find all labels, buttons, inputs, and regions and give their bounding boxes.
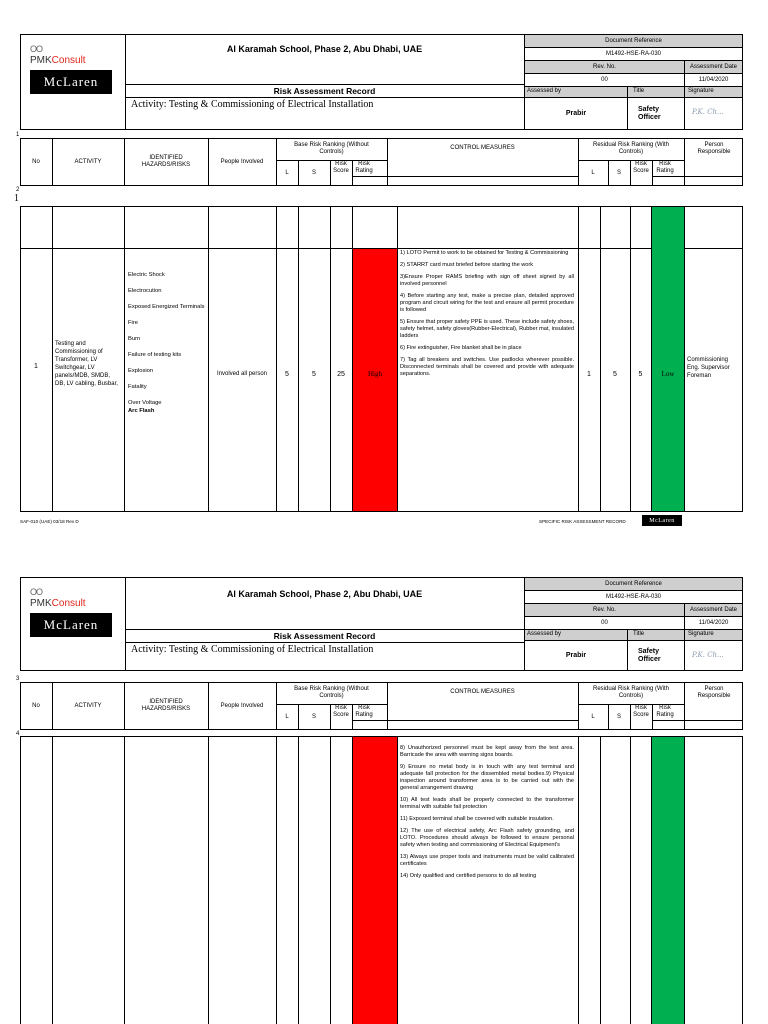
base-risk-high-cell	[353, 737, 397, 1024]
col-res-rating: Risk Rating	[656, 705, 674, 718]
control-measures-1	[400, 250, 574, 383]
col-res-s: S	[616, 713, 621, 720]
col-no: No	[32, 158, 40, 165]
row-marker-3: 3	[16, 676, 20, 682]
res-rating: Low	[661, 370, 675, 378]
rev-no: 00	[601, 76, 608, 83]
assessment-date-label: Assessment Date	[689, 63, 738, 70]
residual-risk-low-cell	[652, 737, 684, 1024]
col-responsible: Person Responsible	[697, 142, 731, 155]
record-title: Risk Assessment Record	[273, 86, 376, 96]
signature-image: P.K. Ch...	[692, 651, 724, 659]
project-title: Al Karamah School, Phase 2, Abu Dhabi, UAE	[226, 44, 423, 54]
control-item: 5) Ensure that proper safety PPE is used. These include safety shoes, safety helmet, safety gloves(Rubber-Electrical), Rubber mat, insulated ladders	[400, 319, 574, 339]
control-item: 13) Always use proper tools and instruments must be valid calibrated certificates	[400, 854, 574, 867]
col-res-score: Risk Score	[633, 161, 649, 174]
assessed-by-label: Assessed by	[527, 88, 562, 94]
col-hazards: IDENTIFIED HAZARDS/RISKS	[141, 699, 191, 712]
hazard-item: Fatality	[128, 384, 147, 390]
doc-ref: M1492-HSE-RA-030	[605, 593, 662, 600]
base-risk-high-cell	[353, 249, 397, 511]
col-base-score: Risk Score	[333, 161, 349, 174]
control-item: 11) Exposed terminal shall be covered with suitable insulation.	[400, 816, 554, 822]
signature-label: Signature	[688, 88, 714, 94]
hazard-item: Exposed Energized Terminals	[128, 304, 205, 310]
hazard-item: Over Voltage	[128, 400, 162, 406]
control-measures-2	[400, 745, 574, 885]
control-item: 10) All test leads shall be properly connected to the transformer terminal with suitable fail protection	[400, 797, 574, 810]
col-base-l: L	[285, 713, 289, 720]
col-control-measures: CONTROL MEASURES	[450, 688, 515, 695]
project-title: Al Karamah School, Phase 2, Abu Dhabi, UAE	[226, 589, 423, 599]
doc-ref: M1492-HSE-RA-030	[605, 50, 662, 57]
col-control-measures: CONTROL MEASURES	[450, 144, 515, 151]
pmk-logo-icon: OO	[30, 44, 43, 54]
col-responsible: Person Responsible	[697, 686, 731, 699]
col-res-l: L	[591, 169, 595, 176]
assessor-name: Prabir	[565, 652, 587, 659]
footer-mclaren-logo: McLaren	[642, 515, 682, 526]
hazards-list	[128, 272, 206, 424]
control-item: 6) Fire extinguisher, Fire blanket shall be in place	[400, 345, 522, 351]
residual-risk-low-cell	[652, 207, 684, 511]
base-rating: High	[368, 370, 382, 378]
col-base-ranking: Base Risk Ranking (Without Controls)	[294, 686, 369, 699]
pmk-logo: PMKConsult	[30, 598, 86, 609]
control-item: 8) Unauthorized personnel must be kept away from the test area. Barricade the area with warning signs boards.	[400, 745, 574, 758]
assessor-name: Prabir	[565, 110, 587, 117]
assessment-date: 11/04/2020	[698, 76, 729, 83]
control-item: 14) Only qualified and certified persons to do all testing	[400, 873, 537, 879]
row-marker-4: 4	[16, 731, 20, 737]
col-activity: ACTIVITY	[74, 702, 102, 709]
title-label: Title	[633, 631, 645, 637]
res-s: 5	[613, 370, 617, 378]
control-item: 3)Ensure Proper RAMS briefing with sign off sheet signed by all involved personnel	[400, 274, 574, 287]
col-base-score: Risk Score	[333, 705, 349, 718]
signature-image: P.K. Ch...	[692, 108, 724, 116]
col-base-s: S	[311, 713, 316, 720]
col-residual-ranking: Residual Risk Ranking (With Controls)	[592, 686, 670, 699]
res-score: 5	[638, 370, 643, 378]
assessment-date: 11/04/2020	[698, 619, 729, 626]
person-responsible: Commissioning Eng. Supervisor Foreman	[687, 357, 730, 379]
signature-label: Signature	[688, 631, 714, 637]
control-item: 1) LOTO Permit to work to be obtained for Testing & Commissioning	[400, 250, 569, 256]
hazard-item: Failure of testing kits	[128, 352, 182, 358]
mclaren-logo: McLaren	[30, 613, 112, 637]
hazard-item: Electrocution	[128, 288, 162, 294]
record-title: Risk Assessment Record	[273, 631, 376, 641]
rev-label: Rev. No.	[593, 606, 616, 613]
assessor-title: Safety Officer	[638, 648, 661, 663]
title-label: Title	[633, 88, 645, 94]
row-no: 1	[34, 362, 38, 370]
col-hazards: IDENTIFIED HAZARDS/RISKS	[141, 155, 191, 168]
col-res-rating: Risk Rating	[656, 161, 674, 174]
hazard-item: Burn	[128, 336, 141, 342]
assessment-date-label: Assessment Date	[689, 606, 738, 613]
col-people: People Involved	[220, 702, 264, 709]
col-base-s: S	[311, 169, 316, 176]
hazard-item: Arc Flash	[128, 408, 155, 414]
col-no: No	[32, 702, 40, 709]
assessed-by-label: Assessed by	[527, 631, 562, 637]
control-item: 7) Tag all breakers and switches. Use padlocks wherever possible. Disconnected terminals shall be covered and provide with adequate separations.	[400, 357, 574, 377]
row-marker-2b: 1	[14, 193, 19, 204]
activity-text: Testing and Commissioning of Transformer, LV Switchgear, LV panels/MDB, SMDB, DB, LV cabling, Busbar,	[55, 341, 118, 387]
base-score: 25	[337, 370, 345, 378]
col-res-l: L	[591, 713, 595, 720]
control-item: 2) STARRT card must briefed before starting the work	[400, 262, 534, 268]
hazard-item: Explosion	[128, 368, 154, 374]
base-s: 5	[312, 370, 316, 378]
row-marker-2: 2	[16, 187, 20, 193]
hazard-item: Electric Shock	[128, 272, 165, 278]
pmk-logo: PMKConsult	[30, 55, 86, 66]
col-residual-ranking: Residual Risk Ranking (With Controls)	[592, 142, 670, 155]
people-involved: Involved all person	[216, 370, 268, 377]
row-marker-1: 1	[16, 132, 20, 138]
col-res-score: Risk Score	[633, 705, 649, 718]
footer-right: SPECIFIC RISK ASSESSMENT RECORD	[539, 519, 626, 524]
footer-left: SAF-010 (UAE) 03/18 Rev D	[20, 519, 79, 524]
rev-label: Rev. No.	[593, 63, 616, 70]
rev-no: 00	[601, 619, 608, 626]
control-item: 4) Before starting any test, make a precise plan, detailed approved program and circuit wiring for the test and ensure all permit procedure is followed	[400, 293, 574, 313]
doc-ref-label: Document Reference	[605, 37, 662, 44]
col-res-s: S	[616, 169, 621, 176]
control-item: 12) The use of electrical safety, Arc Flash safety grounding, and LOTO. Procedures should always be followed to ensure personal safety when testing and commissioning of Electrical Equipment's	[400, 828, 574, 848]
col-people: People Involved	[220, 158, 264, 165]
col-base-l: L	[285, 169, 289, 176]
doc-ref-label: Document Reference	[605, 580, 662, 587]
assessor-title: Safety Officer	[638, 106, 661, 121]
base-l: 5	[285, 370, 289, 378]
pmk-logo-icon: OO	[30, 587, 43, 597]
col-base-rating: Risk Rating	[355, 161, 373, 174]
col-activity: ACTIVITY	[74, 158, 102, 165]
activity-title: Activity: Testing & Commissioning of Electrical Installation	[131, 644, 374, 655]
control-item: 9) Ensure no metal body is in touch with any test terminal and adequate fall protection for the dissembled metal bodies.9) Physical inspection around transformer area is to be carried out with the general arrangement drawing	[400, 764, 574, 791]
activity-title: Activity: Testing & Commissioning of Electrical Installation	[131, 99, 374, 110]
res-l: 1	[587, 370, 591, 378]
mclaren-logo: McLaren	[30, 70, 112, 94]
col-base-rating: Risk Rating	[355, 705, 373, 718]
col-base-ranking: Base Risk Ranking (Without Controls)	[294, 142, 369, 155]
hazard-item: Fire	[128, 320, 138, 326]
